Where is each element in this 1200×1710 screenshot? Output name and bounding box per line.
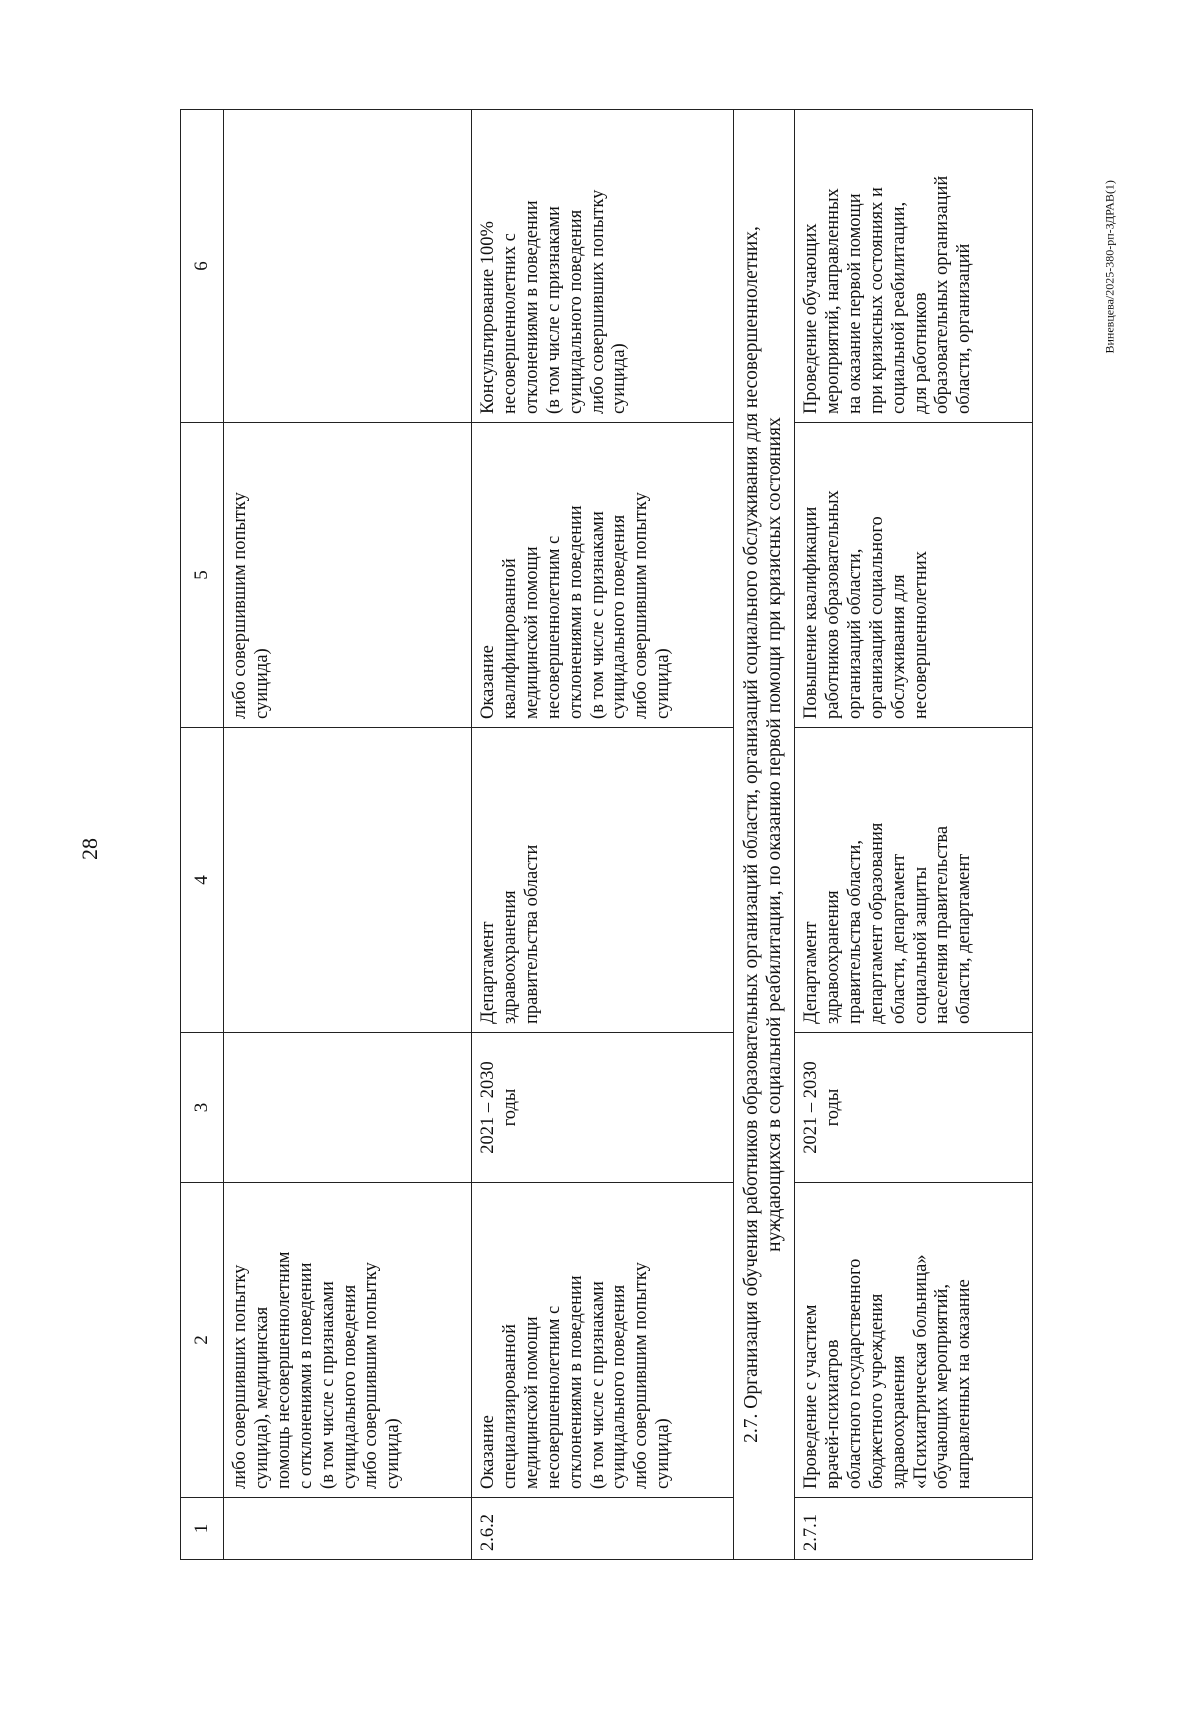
cell-period: [795, 1033, 1033, 1183]
text-line: при кризисных состояниях и: [866, 187, 887, 414]
text-line: отклонениями в поведении: [565, 1275, 586, 1489]
text-line: суицида): [252, 648, 273, 719]
rotated-table-wrapper: [180, 110, 1045, 1560]
text-line: несовершеннолетним с: [543, 1305, 564, 1489]
header-row: [181, 110, 224, 1560]
text-line: несовершеннолетних с: [500, 233, 521, 414]
table-row-2-7-1: [795, 110, 1033, 1560]
section-heading: [734, 110, 795, 1560]
text-line: суицидального поведения: [565, 209, 586, 414]
text-line: (в том числе с признаками: [587, 1281, 608, 1489]
text-line: на оказание первой помощи: [845, 193, 866, 414]
text-line: направленных на оказание: [954, 1279, 975, 1489]
text-line: суицида): [609, 343, 630, 414]
plan-table: [180, 109, 1033, 1560]
cell-result: [472, 423, 734, 728]
text-line: правительства области,: [845, 839, 866, 1024]
text-line: обслуживания для: [888, 574, 909, 719]
cell-indicator: [795, 110, 1033, 423]
text-line: суицидального поведения: [609, 1284, 630, 1489]
cell-number: [224, 1498, 472, 1560]
text-line: суицида): [383, 1418, 404, 1489]
text-line: 2021 – 2030: [478, 1061, 499, 1154]
text-line: здравоохранения: [888, 1355, 909, 1489]
section-row-2-7: [734, 110, 795, 1560]
cell-executor: [224, 728, 472, 1033]
text-line: для работников: [910, 292, 931, 414]
text-line: с отклонениями в поведении: [295, 1262, 316, 1489]
text-line: либо совершившим попытку: [631, 1262, 652, 1489]
header-col-4: 4: [181, 728, 224, 1033]
text-line: обучающих мероприятий,: [932, 1283, 953, 1489]
text-line: (в том числе с признаками: [543, 206, 564, 414]
text-line: 2021 – 2030: [801, 1061, 822, 1154]
text-line: суицида): [653, 648, 674, 719]
text-line: либо совершивших попытку: [230, 1264, 251, 1489]
cell-activity: [224, 1183, 472, 1498]
text-line: специализированной: [500, 1324, 521, 1489]
text-line: Оказание: [478, 1415, 499, 1489]
text-line: Оказание: [478, 645, 499, 719]
text-line: области, департамент: [954, 853, 975, 1024]
header-col-6: 6: [181, 110, 224, 423]
page-number: 28: [77, 838, 102, 860]
text-line: Проведение с участием: [801, 1304, 822, 1489]
text-line: 2.7. Организация обучения работников образовательных организаций области, организаций социального обслуживания для несовершеннолетних,: [741, 226, 763, 1443]
text-line: либо совершившим попытку: [361, 1262, 382, 1489]
cell-number: 2.6.2: [472, 1498, 734, 1560]
text-line: работников образовательных: [823, 490, 844, 719]
text-line: годы: [823, 1088, 844, 1127]
text-line: врачей-психиатров: [823, 1339, 844, 1489]
cell-period: [472, 1033, 734, 1183]
text-line: либо совершившим попытку: [230, 492, 251, 719]
text-line: населения правительства: [932, 825, 953, 1024]
cell-period: [224, 1033, 472, 1183]
text-line: Повышение квалификации: [801, 506, 822, 719]
cell-activity: [472, 1183, 734, 1498]
text-line: квалифицированной: [500, 558, 521, 719]
text-line: социальной защиты: [910, 866, 931, 1024]
text-line: годы: [500, 1088, 521, 1127]
header-col-2: 2: [181, 1183, 224, 1498]
header-col-5: 5: [181, 423, 224, 728]
text-line: области, департамент: [888, 853, 909, 1024]
text-line: организаций социального: [866, 516, 887, 719]
text-line: несовершеннолетних: [910, 551, 931, 719]
cell-indicator: [472, 110, 734, 423]
cell-executor: [795, 728, 1033, 1033]
text-line: несовершеннолетним с: [543, 535, 564, 719]
cell-number: 2.7.1: [795, 1498, 1033, 1560]
text-line: образовательных организаций: [932, 175, 953, 414]
text-line: социальной реабилитации,: [888, 201, 909, 414]
text-line: Департамент: [478, 921, 499, 1024]
header-col-3: 3: [181, 1033, 224, 1183]
text-line: суицидального поведения: [339, 1284, 360, 1489]
table-row-continued: [224, 110, 472, 1560]
text-line: либо совершивших попытку: [587, 189, 608, 414]
text-line: здравоохранения: [500, 890, 521, 1024]
text-line: либо совершившим попытку: [631, 492, 652, 719]
text-line: области, организаций: [954, 243, 975, 414]
text-line: правительства области: [522, 844, 543, 1024]
text-line: Департамент: [801, 921, 822, 1024]
text-line: здравоохранения: [823, 890, 844, 1024]
footer-doc-code: Виневцева/2025-380-рп-ЗДРАВ(1): [1102, 180, 1117, 354]
cell-indicator: [224, 110, 472, 423]
cell-result: [224, 423, 472, 728]
header-col-1: 1: [181, 1498, 224, 1560]
text-line: департамент образования: [866, 822, 887, 1024]
text-line: суицидального поведения: [609, 514, 630, 719]
text-line: суицида), медицинская: [252, 1306, 273, 1489]
text-line: бюджетного учреждения: [866, 1293, 887, 1489]
text-line: (в том числе с признаками: [317, 1281, 338, 1489]
text-line: организаций области,: [845, 548, 866, 719]
text-line: «Психиатрическая больница»: [910, 1254, 931, 1489]
text-line: (в том числе с признаками: [587, 511, 608, 719]
text-line: медицинской помощи: [522, 546, 543, 719]
cell-activity: [795, 1183, 1033, 1498]
cell-result: [795, 423, 1033, 728]
cell-executor: [472, 728, 734, 1033]
text-line: отклонениями в поведении: [565, 505, 586, 719]
table-row-2-6-2: [472, 110, 734, 1560]
text-line: Проведение обучающих: [801, 223, 822, 414]
text-line: мероприятий, направленных: [823, 188, 844, 414]
text-line: медицинской помощи: [522, 1316, 543, 1489]
text-line: суицида): [653, 1418, 674, 1489]
text-line: помощь несовершеннолетним: [274, 1251, 295, 1489]
text-line: Консультирование 100%: [478, 221, 499, 414]
text-line: отклонениями в поведении: [522, 200, 543, 414]
text-line: областного государственного: [845, 1258, 866, 1489]
text-line: нуждающихся в социальной реабилитации, по оказанию первой помощи при кризисных состояниях: [764, 417, 786, 1252]
